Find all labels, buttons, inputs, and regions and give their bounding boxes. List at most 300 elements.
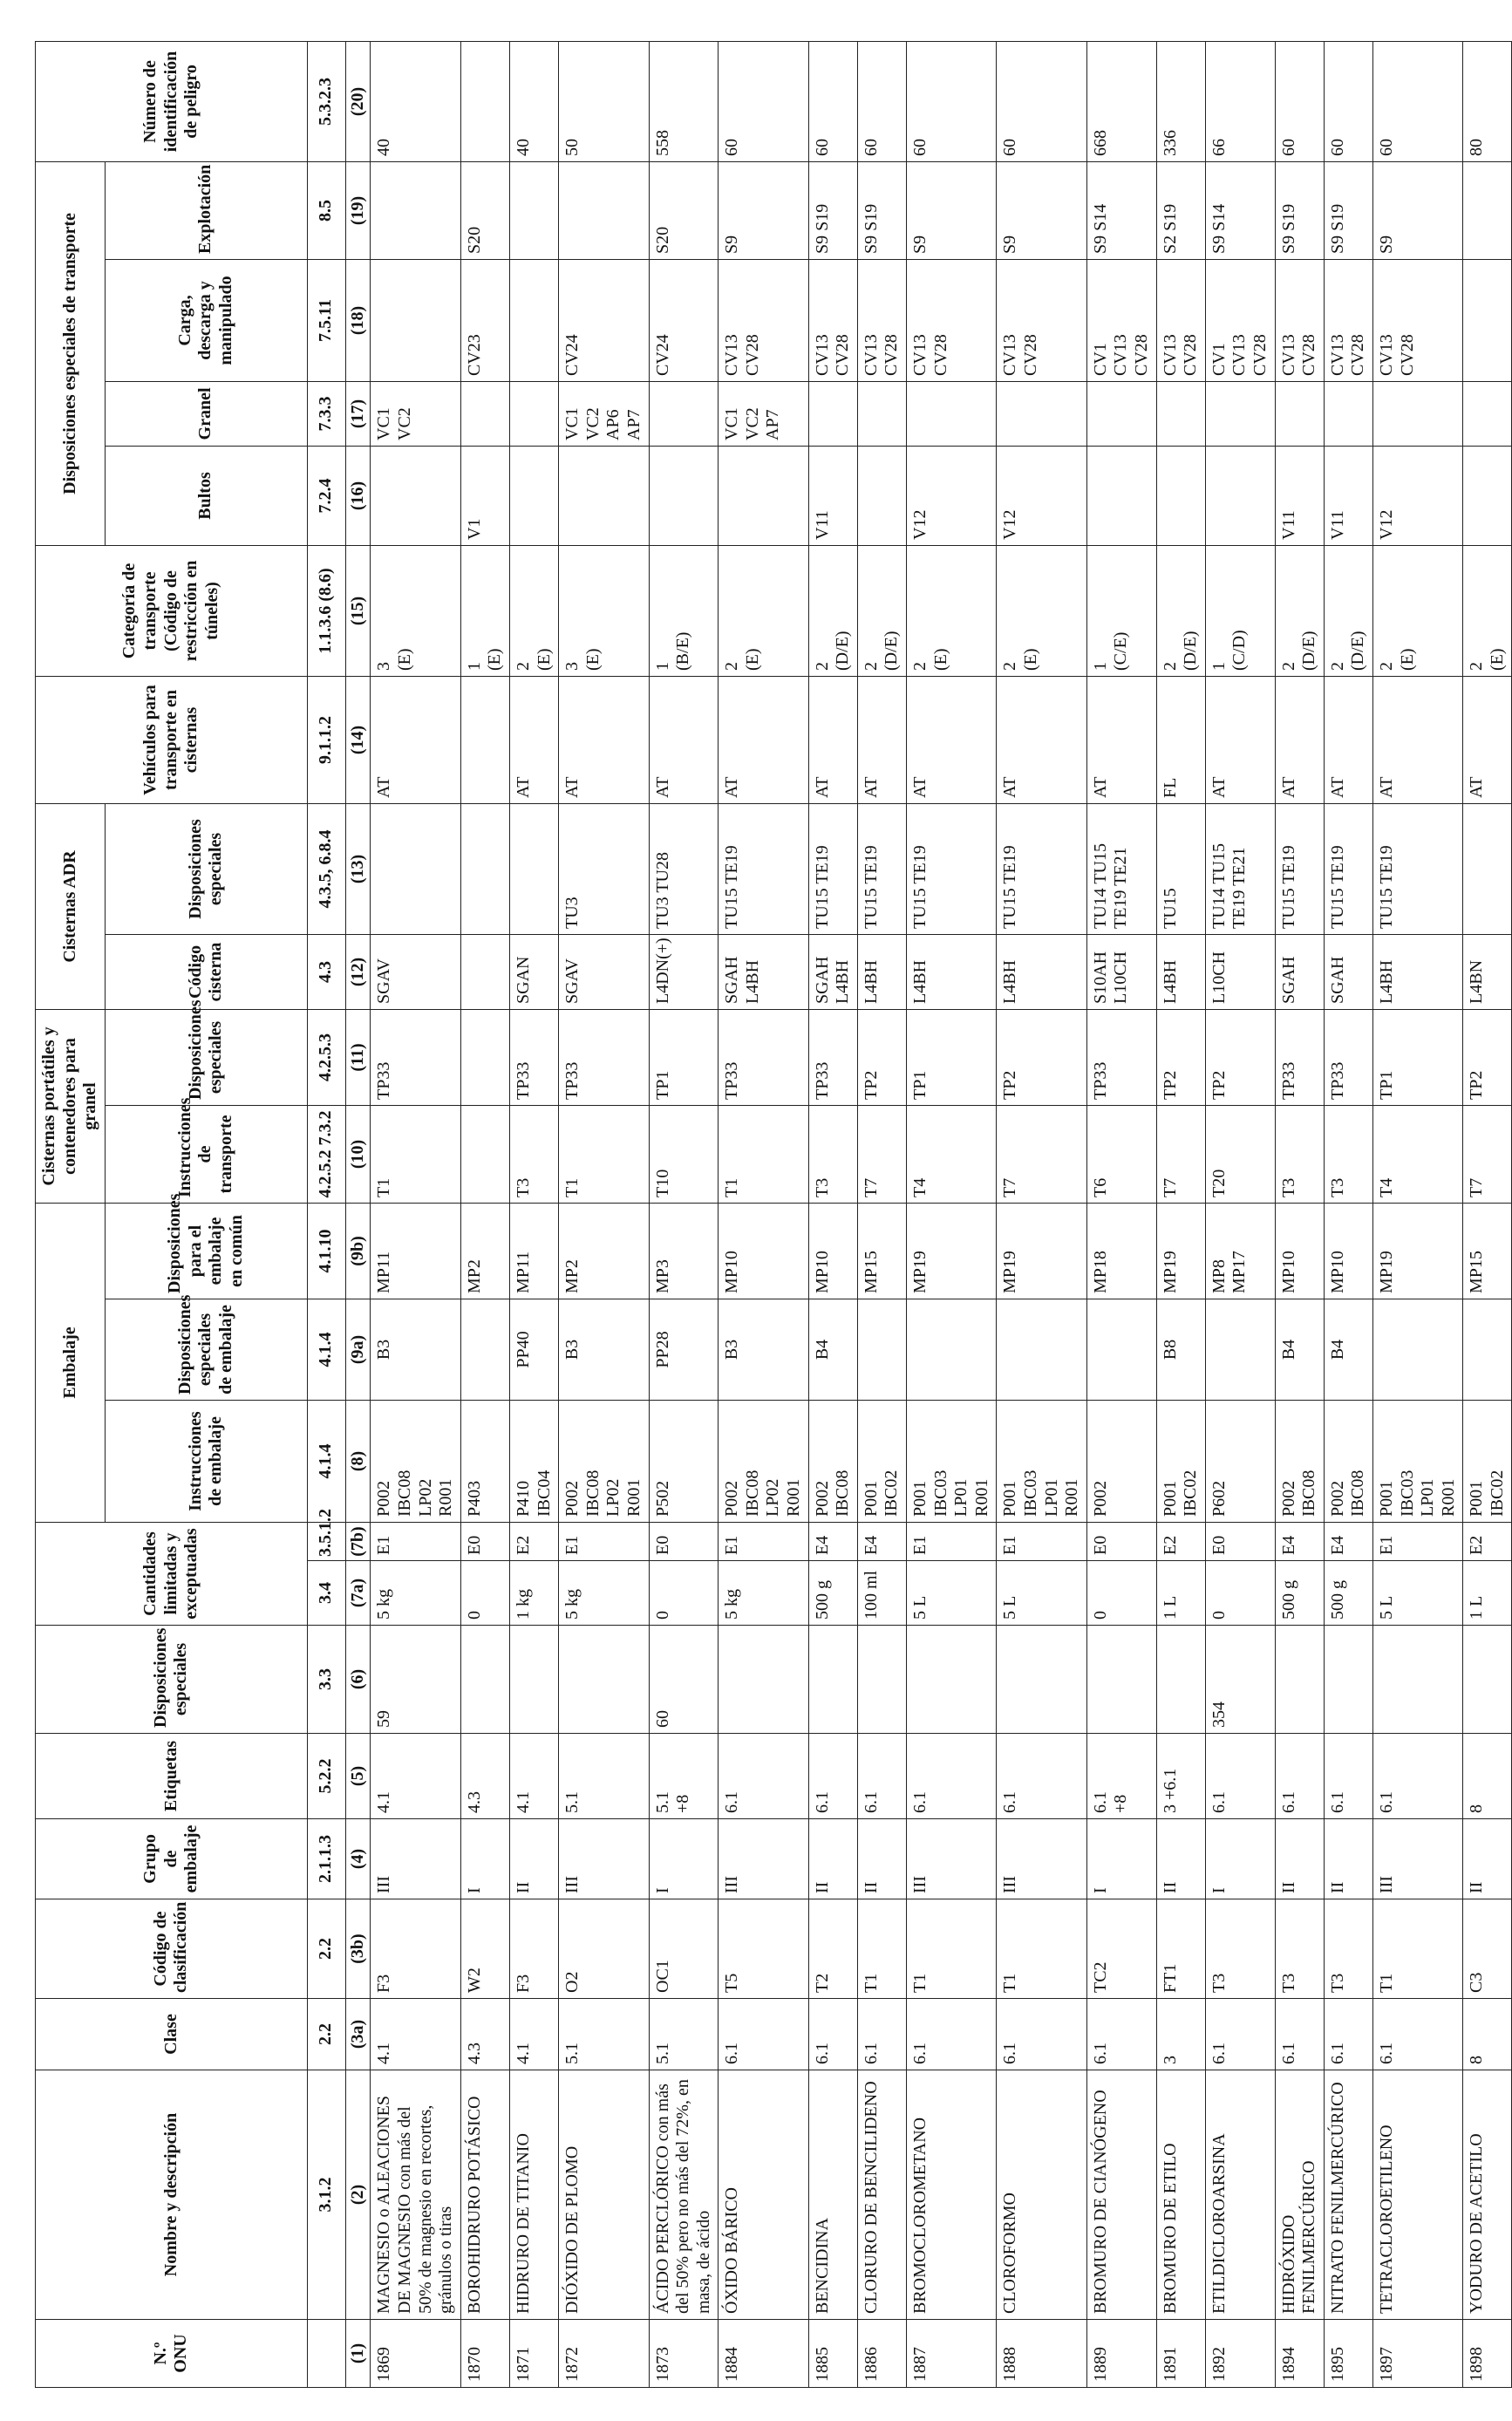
cell-line: 1 L: [1160, 1595, 1180, 1620]
cell-line: NITRATO FENILMERCÚRICO: [1327, 2082, 1347, 2314]
cell-c1: [719, 2320, 808, 2388]
cell-c14: [559, 676, 649, 803]
cell-line: V1: [464, 518, 484, 540]
cell-c1: [509, 2320, 558, 2388]
cell-line: 60: [1327, 138, 1347, 156]
cell-line: AT: [910, 776, 930, 798]
cell-line: PP28: [652, 1331, 672, 1368]
cell-line: (C/E): [1111, 631, 1131, 671]
cell-c13: [649, 803, 719, 934]
cell-line: HIDRURO DE TITANIO: [513, 2133, 533, 2314]
cell-line: T7: [1467, 1177, 1487, 1197]
cell-line: T10: [652, 1169, 672, 1197]
cell-line: (B/E): [673, 631, 693, 671]
cell-line: TU15 TE19: [910, 845, 930, 929]
cell-line: P502: [652, 1480, 672, 1517]
cell-c8: [371, 1401, 460, 1523]
cell-line: CV28: [930, 334, 950, 376]
cell-c13: [1086, 803, 1156, 934]
cell-line: AT: [1209, 776, 1229, 798]
cell-line: 50: [562, 138, 582, 156]
cell-c16: [907, 446, 997, 545]
cell-line: 3: [562, 661, 582, 671]
cell-c12: [460, 934, 509, 1009]
cell-c11: [1324, 1009, 1372, 1105]
cell-c1: [808, 2320, 857, 2388]
cell-c11: [907, 1009, 997, 1105]
cell-line: CV13: [812, 334, 832, 376]
cell-line: TU3: [562, 897, 582, 929]
cell-c12: [857, 934, 906, 1009]
cell-c17: [857, 381, 906, 446]
cell-c7b: [559, 1523, 649, 1561]
cell-line: CV13: [910, 334, 930, 376]
cell-c9b: [1324, 1203, 1372, 1299]
cell-c10: [907, 1105, 997, 1203]
cell-line: 6.1: [1209, 2043, 1229, 2064]
cell-c17: [1463, 381, 1512, 446]
cell-c3a: [997, 1999, 1086, 2070]
cell-c20: [1205, 41, 1275, 161]
cell-line: TU15 TE19: [861, 845, 881, 929]
cell-c20: [509, 41, 558, 161]
cell-c7b: [509, 1523, 558, 1561]
cell-line: S9 S14: [1090, 203, 1110, 254]
cell-c20: [719, 41, 808, 161]
cell-line: T3: [1327, 1973, 1347, 1993]
cell-line: 1897: [1376, 2347, 1396, 2382]
cell-line: B3: [722, 1339, 742, 1361]
cell-line: S9: [1376, 235, 1396, 254]
cell-line: 668: [1090, 129, 1110, 156]
cell-c4: [559, 1819, 649, 1899]
cell-c16: [1324, 446, 1372, 545]
cell-c1: [1156, 2320, 1205, 2388]
cell-c5: [649, 1734, 719, 1819]
cell-line: MP19: [1000, 1251, 1020, 1293]
cell-line: TP33: [374, 1061, 394, 1100]
cell-c11: [460, 1009, 509, 1105]
cell-c4: [808, 1819, 857, 1899]
cell-c15: [559, 545, 649, 676]
cell-line: TU15 TE19: [1278, 845, 1298, 929]
cell-c5: [559, 1734, 649, 1819]
cell-line: (E): [1397, 648, 1417, 671]
cell-line: V11: [1327, 510, 1347, 540]
cell-c7b: [857, 1523, 906, 1561]
cell-line: DIÓXIDO DE PLOMO: [562, 2145, 582, 2314]
cell-c4: [649, 1819, 719, 1899]
cell-line: 354: [1209, 1702, 1229, 1728]
reference-cell: 4.1.10: [307, 1203, 345, 1299]
cell-c7b: [1086, 1523, 1156, 1561]
cell-c7a: [371, 1561, 460, 1626]
cell-line: AT: [1000, 776, 1020, 798]
cell-c9b: [719, 1203, 808, 1299]
cell-line: 1895: [1327, 2347, 1347, 2382]
cell-c4: [719, 1819, 808, 1899]
cell-line: SGAV: [562, 958, 582, 1004]
cell-line: B8: [1160, 1339, 1180, 1361]
cell-line: AT: [1327, 776, 1347, 798]
cell-c17: [808, 381, 857, 446]
column-number-cell: (18): [345, 259, 371, 381]
cell-line: P001: [1000, 1480, 1020, 1517]
cell-c14: [371, 676, 460, 803]
cell-c7a: [997, 1561, 1086, 1626]
cell-line: 5 kg: [562, 1589, 582, 1620]
cell-c9b: [1275, 1203, 1324, 1299]
cell-c17: [1275, 381, 1324, 446]
cell-c16: [1372, 446, 1462, 545]
cell-line: O2: [562, 1971, 582, 1993]
cell-c7b: [808, 1523, 857, 1561]
cell-line: V12: [1376, 509, 1396, 540]
cell-line: AT: [722, 776, 742, 798]
cell-line: 100 ml: [861, 1570, 881, 1620]
cell-c20: [1372, 41, 1462, 161]
cell-c14: [1086, 676, 1156, 803]
cell-line: I: [652, 1887, 672, 1893]
reference-cell: 4.2.5.2 7.3.2: [307, 1105, 345, 1203]
table-row: [460, 41, 509, 2387]
cell-line: 6.1: [910, 2043, 930, 2064]
cell-c2: [1086, 2070, 1156, 2320]
cell-line: (D/E): [833, 631, 853, 671]
cell-c3a: [460, 1999, 509, 2070]
reference-cell: 4.1.4: [307, 1401, 345, 1523]
cell-c13: [1275, 803, 1324, 934]
cell-line: E1: [562, 1535, 582, 1555]
cell-line: B3: [562, 1339, 582, 1361]
rotated-page: [35, 42, 1507, 2388]
cell-c10: [1372, 1105, 1462, 1203]
cell-line: E1: [1376, 1535, 1396, 1555]
cell-line: I: [1209, 1887, 1229, 1893]
cell-line: 1889: [1090, 2347, 1110, 2382]
reference-cell: 4.3: [307, 934, 345, 1009]
cell-line: P001: [1160, 1480, 1180, 1517]
cell-c15: [1463, 545, 1512, 676]
reference-cell: 3.4: [307, 1561, 345, 1626]
cell-line: 1: [1090, 661, 1110, 671]
cell-line: SGAH: [812, 956, 832, 1004]
cell-line: 0: [1209, 1611, 1229, 1620]
cell-c9b: [1372, 1203, 1462, 1299]
column-number-cell: (10): [345, 1105, 371, 1203]
cell-line: 6.1: [722, 2043, 742, 2064]
cell-c11: [1086, 1009, 1156, 1105]
cell-c14: [857, 676, 906, 803]
cell-c20: [1324, 41, 1372, 161]
header-packing-instructions: Instrucciones de embalaje: [105, 1401, 307, 1523]
cell-line: 80: [1467, 138, 1487, 156]
cell-c4: [1324, 1819, 1372, 1899]
cell-c2: [997, 2070, 1086, 2320]
cell-c4: [1275, 1819, 1324, 1899]
cell-line: 6.1: [1327, 1791, 1347, 1813]
cell-c3a: [857, 1999, 906, 2070]
cell-c16: [1275, 446, 1324, 545]
cell-line: 6.1: [910, 1791, 930, 1813]
cell-line: TP33: [722, 1061, 742, 1100]
cell-line: CV13: [1376, 334, 1396, 376]
cell-line: 2: [1327, 661, 1347, 671]
cell-c6: [460, 1626, 509, 1734]
cell-c18: [857, 259, 906, 381]
cell-line: AT: [1278, 776, 1298, 798]
cell-line: YODURO DE ACETILO: [1467, 2133, 1487, 2314]
column-number-cell: (6): [345, 1626, 371, 1734]
cell-line: 6.1: [1327, 2043, 1347, 2064]
cell-line: TU14 TU15: [1090, 843, 1110, 929]
cell-line: 2: [812, 661, 832, 671]
column-number-cell: (4): [345, 1819, 371, 1899]
cell-c18: [808, 259, 857, 381]
cell-c2: [1372, 2070, 1462, 2320]
cell-line: L4BH: [1000, 959, 1020, 1004]
cell-line: ÓXIDO BÁRICO: [722, 2187, 742, 2314]
cell-c15: [719, 545, 808, 676]
cell-line: II: [1160, 1881, 1180, 1893]
reference-cell: 9.1.1.2: [307, 676, 345, 803]
cell-line: L4BH: [1376, 959, 1396, 1004]
cell-c8: [907, 1401, 997, 1523]
dangerous-goods-table: [35, 41, 1512, 2388]
cell-line: TU14 TU15: [1209, 843, 1229, 929]
cell-c13: [509, 803, 558, 934]
cell-line: 1872: [562, 2347, 582, 2382]
cell-c6: [719, 1626, 808, 1734]
cell-c18: [997, 259, 1086, 381]
cell-c17: [997, 381, 1086, 446]
reference-cell: 8.5: [307, 161, 345, 259]
table-row: [1463, 41, 1512, 2387]
cell-c7a: [1372, 1561, 1462, 1626]
cell-c10: [559, 1105, 649, 1203]
cell-c14: [808, 676, 857, 803]
cell-c12: [1372, 934, 1462, 1009]
cell-c9b: [1156, 1203, 1205, 1299]
cell-c16: [857, 446, 906, 545]
cell-c6: [857, 1626, 906, 1734]
cell-c14: [1324, 676, 1372, 803]
cell-line: 1888: [1000, 2347, 1020, 2382]
header-packing-group: Grupo de embalaje: [36, 1819, 308, 1899]
cell-c11: [1463, 1009, 1512, 1105]
cell-c13: [857, 803, 906, 934]
cell-line: AT: [562, 776, 582, 798]
cell-line: IBC04: [534, 1470, 554, 1517]
cell-c17: [719, 381, 808, 446]
cell-line: TP33: [513, 1061, 533, 1100]
cell-c11: [1275, 1009, 1324, 1105]
header-loading: Carga, descarga y manipulado: [105, 259, 307, 381]
cell-c14: [509, 676, 558, 803]
table-row: [1372, 41, 1462, 2387]
cell-line: (D/E): [1299, 631, 1319, 671]
cell-line: 6.1: [1278, 2043, 1298, 2064]
cell-line: TP2: [861, 1070, 881, 1100]
cell-line: SGAH: [1278, 956, 1298, 1004]
cell-line: P001: [861, 1480, 881, 1517]
cell-c10: [1205, 1105, 1275, 1203]
header-transport-instructions: Instrucciones de transporte: [105, 1105, 307, 1203]
cell-line: TP1: [910, 1070, 930, 1100]
cell-line: (D/E): [1348, 631, 1368, 671]
cell-line: AT: [374, 776, 394, 798]
cell-line: MP19: [1160, 1251, 1180, 1293]
cell-c12: [559, 934, 649, 1009]
cell-c3a: [1156, 1999, 1205, 2070]
cell-line: E4: [1327, 1535, 1347, 1555]
cell-c3a: [559, 1999, 649, 2070]
cell-line: 66: [1209, 138, 1229, 156]
cell-line: IBC08: [1299, 1470, 1319, 1517]
column-number-cell: (7b): [345, 1523, 371, 1561]
cell-line: IBC02: [882, 1470, 902, 1517]
cell-line: T7: [1000, 1177, 1020, 1197]
cell-line: ETILDICLOROARSINA: [1209, 2133, 1229, 2314]
cell-line: B4: [1327, 1339, 1347, 1361]
cell-c3b: [649, 1899, 719, 1999]
column-number-cell: (14): [345, 676, 371, 803]
cell-c7a: [649, 1561, 719, 1626]
column-number-cell: (12): [345, 934, 371, 1009]
cell-c3b: [997, 1899, 1086, 1999]
cell-c9a: [1372, 1299, 1462, 1401]
cell-line: IBC08: [1348, 1470, 1368, 1517]
cell-c7b: [1156, 1523, 1205, 1561]
cell-line: SGAN: [513, 956, 533, 1004]
cell-c14: [460, 676, 509, 803]
cell-c12: [649, 934, 719, 1009]
cell-line: CV13: [1327, 334, 1347, 376]
header-hazard-id: Número de identificación de peligro: [36, 41, 308, 161]
cell-line: 60: [1376, 138, 1396, 156]
cell-line: 5 kg: [374, 1589, 394, 1620]
cell-c3b: [371, 1899, 460, 1999]
cell-c9a: [907, 1299, 997, 1401]
cell-line: R001: [1062, 1478, 1082, 1517]
cell-line: TU15 TE19: [1376, 845, 1396, 929]
cell-line: P403: [464, 1480, 484, 1517]
cell-c8: [1324, 1401, 1372, 1523]
cell-c5: [907, 1734, 997, 1819]
cell-line: TU15 TE19: [722, 845, 742, 929]
cell-c18: [1086, 259, 1156, 381]
reference-cell: 3.1.2: [307, 2070, 345, 2320]
cell-line: T1: [910, 1973, 930, 1993]
cell-line: (D/E): [1181, 631, 1201, 671]
cell-c6: [907, 1626, 997, 1734]
cell-line: TP1: [652, 1070, 672, 1100]
cell-c15: [1324, 545, 1372, 676]
cell-line: +8: [1111, 1794, 1131, 1813]
cell-c12: [1463, 934, 1512, 1009]
cell-c3a: [1275, 1999, 1324, 2070]
cell-c8: [1205, 1401, 1275, 1523]
cell-line: CV28: [882, 334, 902, 376]
cell-line: 59: [374, 1710, 394, 1728]
cell-line: R001: [623, 1478, 644, 1517]
cell-line: T3: [1278, 1177, 1298, 1197]
cell-line: TE19 TE21: [1229, 847, 1250, 929]
cell-c5: [719, 1734, 808, 1819]
cell-c3b: [559, 1899, 649, 1999]
cell-c7a: [808, 1561, 857, 1626]
cell-c15: [1372, 545, 1462, 676]
cell-line: L4BH: [833, 959, 853, 1004]
cell-c10: [719, 1105, 808, 1203]
column-number-cell: (1): [345, 2320, 371, 2388]
cell-line: IBC02: [1181, 1470, 1201, 1517]
column-number-cell: (7a): [345, 1561, 371, 1626]
cell-c8: [460, 1401, 509, 1523]
reference-cell: 2.1.1.3: [307, 1819, 345, 1899]
cell-line: P002: [1278, 1480, 1298, 1517]
cell-c15: [997, 545, 1086, 676]
cell-line: IBC03: [1397, 1470, 1417, 1517]
cell-line: 1873: [652, 2347, 672, 2382]
table-row: [719, 41, 808, 2387]
cell-c4: [907, 1819, 997, 1899]
header-portable-special: Disposiciones especiales: [105, 1009, 307, 1105]
cell-line: TP2: [1160, 1070, 1180, 1100]
cell-c8: [1463, 1401, 1512, 1523]
reference-cell: 2.2: [307, 1899, 345, 1999]
cell-line: LP01: [1418, 1478, 1438, 1517]
cell-c8: [1275, 1401, 1324, 1523]
cell-line: CV28: [1250, 334, 1270, 376]
cell-c8: [808, 1401, 857, 1523]
cell-c18: [509, 259, 558, 381]
cell-c10: [509, 1105, 558, 1203]
cell-c5: [1156, 1734, 1205, 1819]
cell-c16: [460, 446, 509, 545]
cell-line: TP33: [812, 1061, 832, 1100]
cell-c13: [371, 803, 460, 934]
cell-c3b: [857, 1899, 906, 1999]
cell-c16: [808, 446, 857, 545]
cell-c16: [997, 446, 1086, 545]
cell-c15: [857, 545, 906, 676]
cell-line: TP1: [1376, 1070, 1396, 1100]
cell-line: 2: [1000, 661, 1020, 671]
cell-line: P002: [1327, 1480, 1347, 1517]
cell-line: 1: [1209, 661, 1229, 671]
cell-line: 6.1: [1376, 2043, 1396, 2064]
cell-c12: [808, 934, 857, 1009]
cell-line: P602: [1209, 1480, 1229, 1517]
reference-cell: 4.3.5, 6.8.4: [307, 803, 345, 934]
cell-line: CV1: [1209, 343, 1229, 376]
cell-line: 1 L: [1467, 1595, 1487, 1620]
cell-c18: [371, 259, 460, 381]
cell-line: 1885: [812, 2347, 832, 2382]
reference-cell: 7.2.4: [307, 446, 345, 545]
column-number-cell: (13): [345, 803, 371, 934]
cell-line: R001: [1438, 1478, 1458, 1517]
cell-line: 60: [722, 138, 742, 156]
cell-line: MP17: [1229, 1251, 1250, 1293]
cell-c9a: [997, 1299, 1086, 1401]
cell-line: T1: [861, 1973, 881, 1993]
cell-line: CV28: [1397, 334, 1417, 376]
cell-line: P002: [1090, 1480, 1110, 1517]
cell-line: 2: [1376, 661, 1396, 671]
cell-line: 2: [1278, 661, 1298, 671]
